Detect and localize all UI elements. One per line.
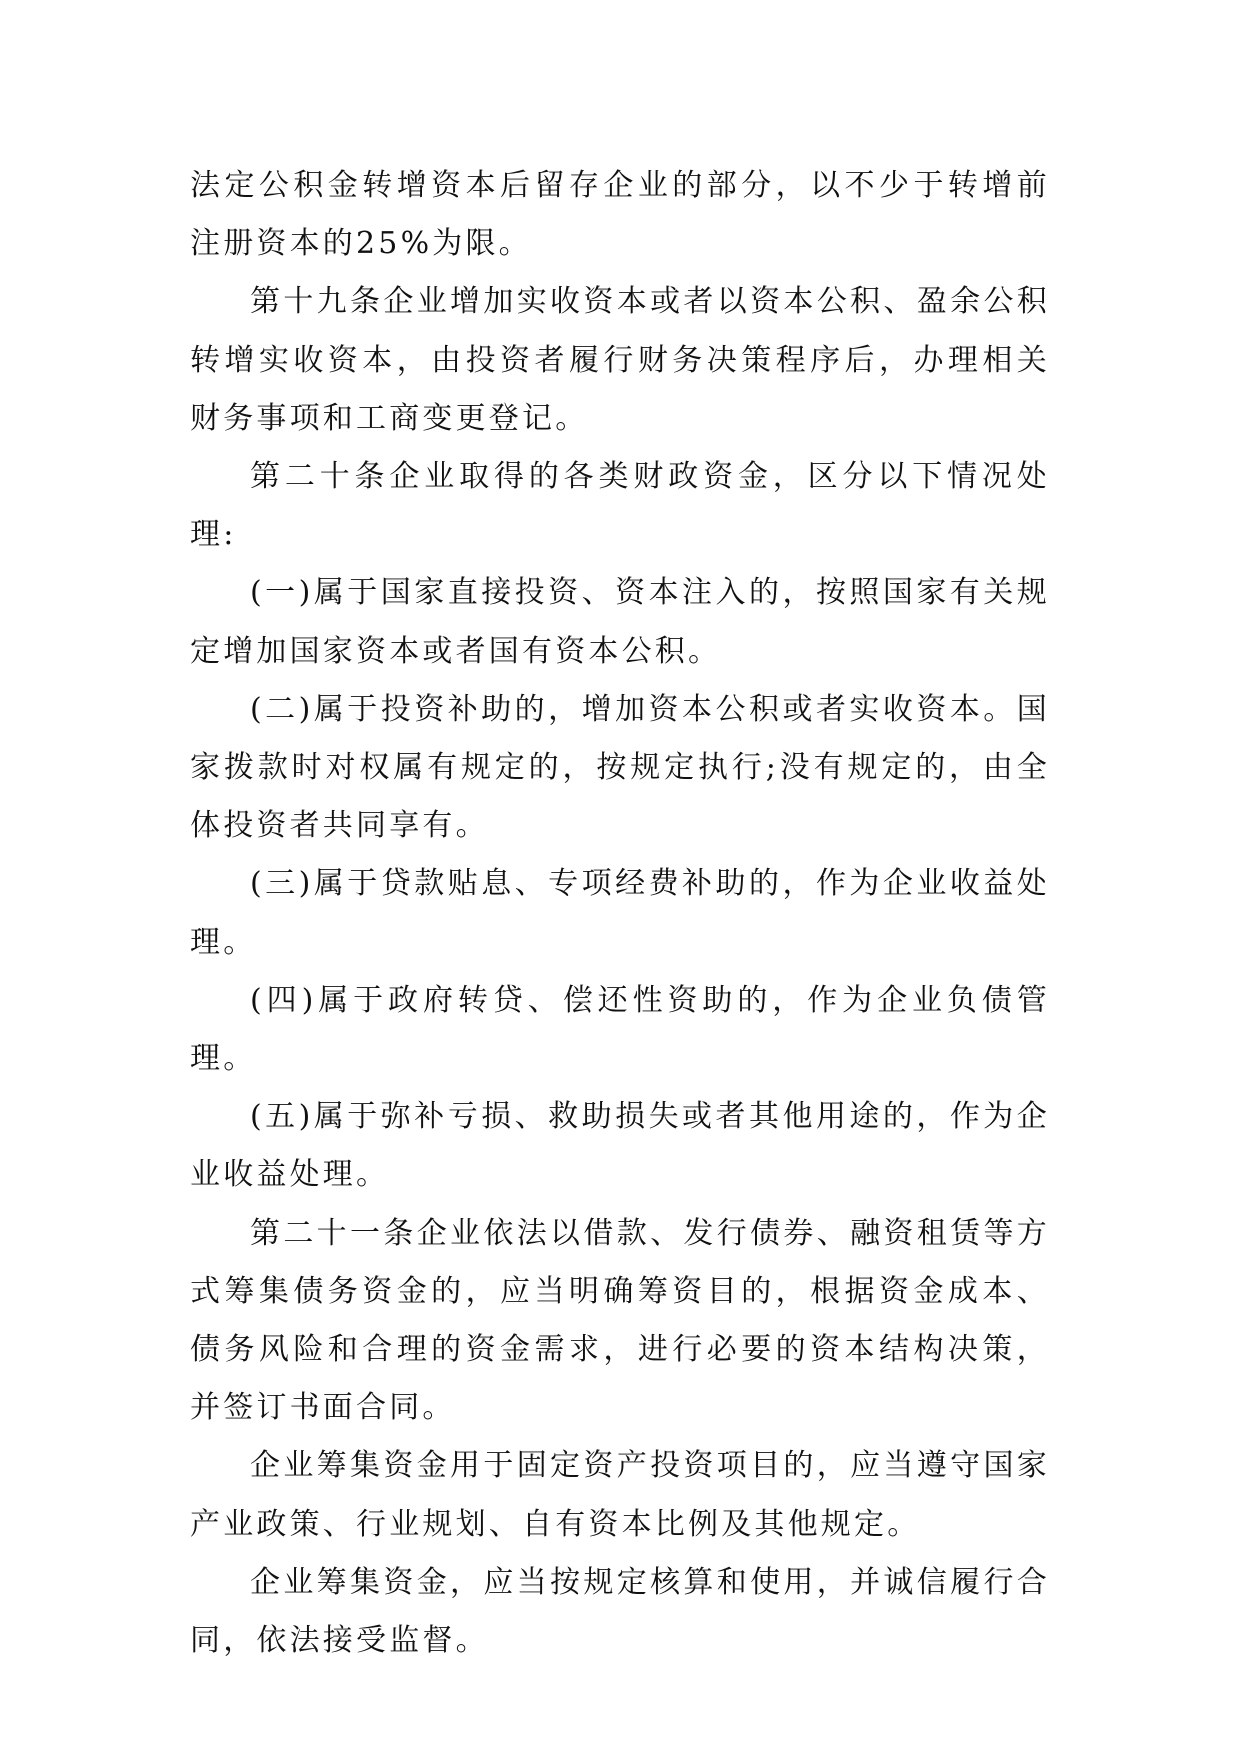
paragraph-item-4: (四)属于政府转贷、偿还性资助的，作为企业负债管理。 bbox=[190, 982, 1050, 1077]
document-body bbox=[190, 157, 1050, 1670]
paragraph-article-21: 第二十一条企业依法以借款、发行债券、融资租赁等方式筹集债务资金的，应当明确筹资目的，根据资金成本、债务风险和合理的资金需求，进行必要的资本结构决策，并签订书面合同。 bbox=[190, 1215, 1050, 1426]
paragraph-item-5: (五)属于弥补亏损、救助损失或者其他用途的，作为企业收益处理。 bbox=[190, 1099, 1050, 1193]
paragraph-fund-usage: 企业筹集资金，应当按规定核算和使用，并诚信履行合同，依法接受监督。 bbox=[190, 1564, 1050, 1659]
paragraph-continuation: 法定公积金转增资本后留存企业的部分，以不少于转增前注册资本的25%为限。 bbox=[190, 168, 1050, 262]
paragraph-fixed-asset-investment: 企业筹集资金用于固定资产投资项目的，应当遵守国家产业政策、行业规划、自有资本比例及其他规定。 bbox=[190, 1448, 1050, 1542]
paragraph-item-3: (三)属于贷款贴息、专项经费补助的，作为企业收益处理。 bbox=[190, 866, 1050, 960]
paragraph-item-1: (一)属于国家直接投资、资本注入的，按照国家有关规定增加国家资本或者国有资本公积。 bbox=[190, 575, 1050, 669]
paragraph-item-2: (二)属于投资补助的，增加资本公积或者实收资本。国家拨款时对权属有规定的，按规定执行;没有规定的，由全体投资者共同享有。 bbox=[190, 691, 1050, 844]
paragraph-article-20: 第二十条企业取得的各类财政资金，区分以下情况处理: bbox=[190, 459, 1050, 553]
paragraph-article-19: 第十九条企业增加实收资本或者以资本公积、盈余公积转增实收资本，由投资者履行财务决策程序后，办理相关财务事项和工商变更登记。 bbox=[190, 284, 1050, 436]
